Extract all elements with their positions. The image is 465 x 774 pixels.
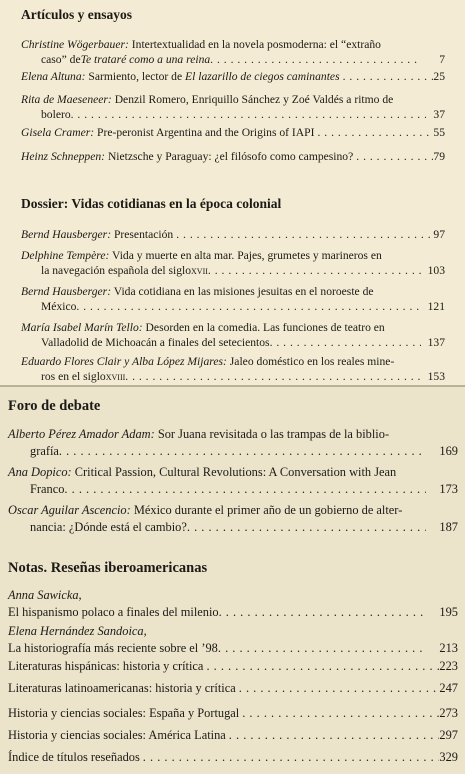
toc-entry — [21, 227, 445, 242]
page-number: 121 — [427, 300, 445, 313]
entry-title-continued: Valladolid de Michoacán a finales del setecientos — [41, 336, 270, 349]
toc-entry — [8, 502, 458, 536]
entry-author: Elena Altuna: — [21, 70, 86, 83]
entry-title: Jaleo doméstico en los reales mine- — [229, 355, 395, 368]
page-number: 7 — [439, 53, 445, 66]
entry-author: Ana Dopico: — [8, 465, 72, 479]
leader-dots — [219, 604, 426, 621]
entry-title-continued: bolero — [41, 108, 71, 121]
leader-dots — [353, 149, 433, 164]
leader-dots — [314, 125, 433, 140]
entry-author: Gisela Cramer: — [21, 126, 95, 139]
toc-entry — [8, 680, 458, 697]
page-number: 79 — [433, 150, 445, 163]
page-number: 55 — [433, 126, 445, 139]
toc-entry — [8, 464, 458, 498]
toc-entry — [8, 658, 458, 675]
toc-entry — [21, 149, 445, 164]
entry-author: Oscar Aguilar Ascencio: — [8, 503, 131, 517]
entry-title-continued: caso” de — [41, 53, 81, 66]
entry-title-continued: la navegación española del siglo — [41, 264, 192, 277]
entry-title-continued: México — [41, 300, 77, 313]
toc-entry — [8, 749, 458, 766]
entry-title: México durante el primer año de un gobierno de alter- — [133, 503, 403, 517]
toc-entry — [21, 248, 445, 278]
entry-title: Sarmiento, lector de — [88, 70, 186, 83]
entry-author: Anna Sawicka, — [8, 588, 82, 602]
leader-dots — [210, 52, 421, 67]
toc-entry — [8, 623, 458, 657]
century-small-caps: xvii — [191, 264, 208, 277]
page-number: 97 — [433, 228, 445, 241]
leader-dots — [140, 749, 440, 766]
entry-author: Bernd Hausberger: — [21, 285, 112, 298]
entry-title: Pre-peronist Argentina and the Origins of IAPI — [97, 126, 315, 139]
entry-title: Sor Juana revisitada o las trampas de la biblio- — [157, 427, 390, 441]
section-title-dossier: Dossier: Vidas cotidianas en la época colonial — [21, 196, 282, 211]
entry-title-italic: El lazarillo de ciegos caminantes — [185, 70, 340, 83]
entry-title: Vida cotidiana en las misiones jesuitas en el noroeste de — [113, 285, 374, 298]
entry-title: Nietzsche y Paraguay: ¿el filósofo como campesino? — [107, 150, 354, 163]
entry-author: María Isabel Marín Tello: — [21, 321, 143, 334]
entry-title: La historiografía más reciente sobre el ’98 — [8, 641, 218, 655]
toc-entry — [21, 125, 445, 140]
page-fold-divider — [0, 385, 465, 387]
century-small-caps: xviii — [105, 370, 126, 383]
toc-entry — [21, 354, 445, 384]
toc-entry — [8, 426, 458, 460]
entry-author: Christine Wögerbauer: — [21, 38, 129, 51]
page-number: 173 — [439, 482, 458, 496]
page-number: 223 — [439, 659, 458, 673]
page-number: 103 — [427, 264, 445, 277]
toc-entry — [8, 727, 458, 744]
leader-dots — [173, 227, 433, 242]
page-number: 153 — [427, 370, 445, 383]
entry-author: Bernd Hausberger: — [21, 228, 112, 241]
entry-title: Denzil Romero, Enriquillo Sánchez y Zoé Valdés a ritmo de — [114, 93, 394, 106]
page-number: 213 — [439, 641, 458, 655]
entry-title: Desorden en la comedia. Las funciones de teatro en — [145, 321, 385, 334]
toc-entry — [8, 587, 458, 621]
entry-title-continued: ros en el siglo — [41, 370, 106, 383]
leader-dots — [226, 727, 440, 744]
toc-entry — [21, 69, 445, 84]
entry-author: Elena Hernández Sandoica, — [8, 624, 147, 638]
entry-title: Historia y ciencias sociales: España y Portugal — [8, 706, 240, 720]
entry-author: Heinz Schneppen: — [21, 150, 106, 163]
leader-dots — [270, 335, 421, 350]
section-title-articulos: Artículos y ensayos — [21, 7, 132, 22]
leader-dots — [64, 481, 426, 498]
page-number: 329 — [439, 750, 458, 764]
leader-dots — [125, 369, 421, 384]
page-number: 195 — [439, 605, 458, 619]
entry-title-continued: nancia: ¿Dónde está el cambio? — [30, 520, 187, 534]
leader-dots — [76, 299, 421, 314]
entry-title-italic: Te trataré como a una reina — [80, 53, 211, 66]
entry-title: Vida y muerte en alta mar. Pajes, grumetes y marineros en — [112, 249, 382, 262]
toc-entry — [21, 284, 445, 314]
entry-title: Literaturas hispánicas: historia y crítica — [8, 659, 204, 673]
entry-title-continued: grafía — [30, 444, 59, 458]
page-number: 137 — [427, 336, 445, 349]
entry-title: Historia y ciencias sociales: América Latina — [8, 728, 226, 742]
section-title-foro: Foro de debate — [8, 398, 101, 414]
leader-dots — [208, 263, 421, 278]
leader-dots — [187, 519, 426, 536]
entry-title: Intertextualidad en la novela posmoderna: el “extraño — [131, 38, 381, 51]
entry-title: Presentación — [113, 228, 174, 241]
entry-title: Índice de títulos reseñados — [8, 750, 140, 764]
entry-author: Alberto Pérez Amador Adam: — [8, 427, 155, 441]
page-number: 187 — [439, 520, 458, 534]
leader-dots — [71, 107, 426, 122]
entry-title: Critical Passion, Cultural Revolutions: A Conversation with Jean — [74, 465, 397, 479]
leader-dots — [239, 705, 439, 722]
entry-author: Delphine Tempère: — [21, 249, 110, 262]
leader-dots — [59, 443, 426, 460]
entry-title: Literaturas latinoamericanas: historia y crítica — [8, 681, 236, 695]
section-title-notas: Notas. Reseñas iberoamericanas — [8, 560, 208, 576]
entry-author: Rita de Maeseneer: — [21, 93, 112, 106]
entry-title-continued: Franco — [30, 482, 65, 496]
leader-dots — [203, 658, 439, 675]
page-number: 297 — [439, 728, 458, 742]
toc-entry — [21, 37, 445, 67]
page-number: 37 — [433, 108, 445, 121]
page-number: 169 — [439, 444, 458, 458]
leader-dots — [236, 680, 440, 697]
toc-entry — [21, 92, 445, 122]
entry-title: El hispanismo polaco a finales del milenio — [8, 605, 219, 619]
entry-author: Eduardo Flores Clair y Alba López Mijares: — [21, 355, 227, 368]
toc-entry — [21, 320, 445, 350]
page-number: 25 — [433, 70, 445, 83]
leader-dots — [218, 640, 426, 657]
leader-dots — [340, 69, 434, 84]
toc-entry — [8, 705, 458, 722]
page-number: 247 — [439, 681, 458, 695]
page-number: 273 — [439, 706, 458, 720]
